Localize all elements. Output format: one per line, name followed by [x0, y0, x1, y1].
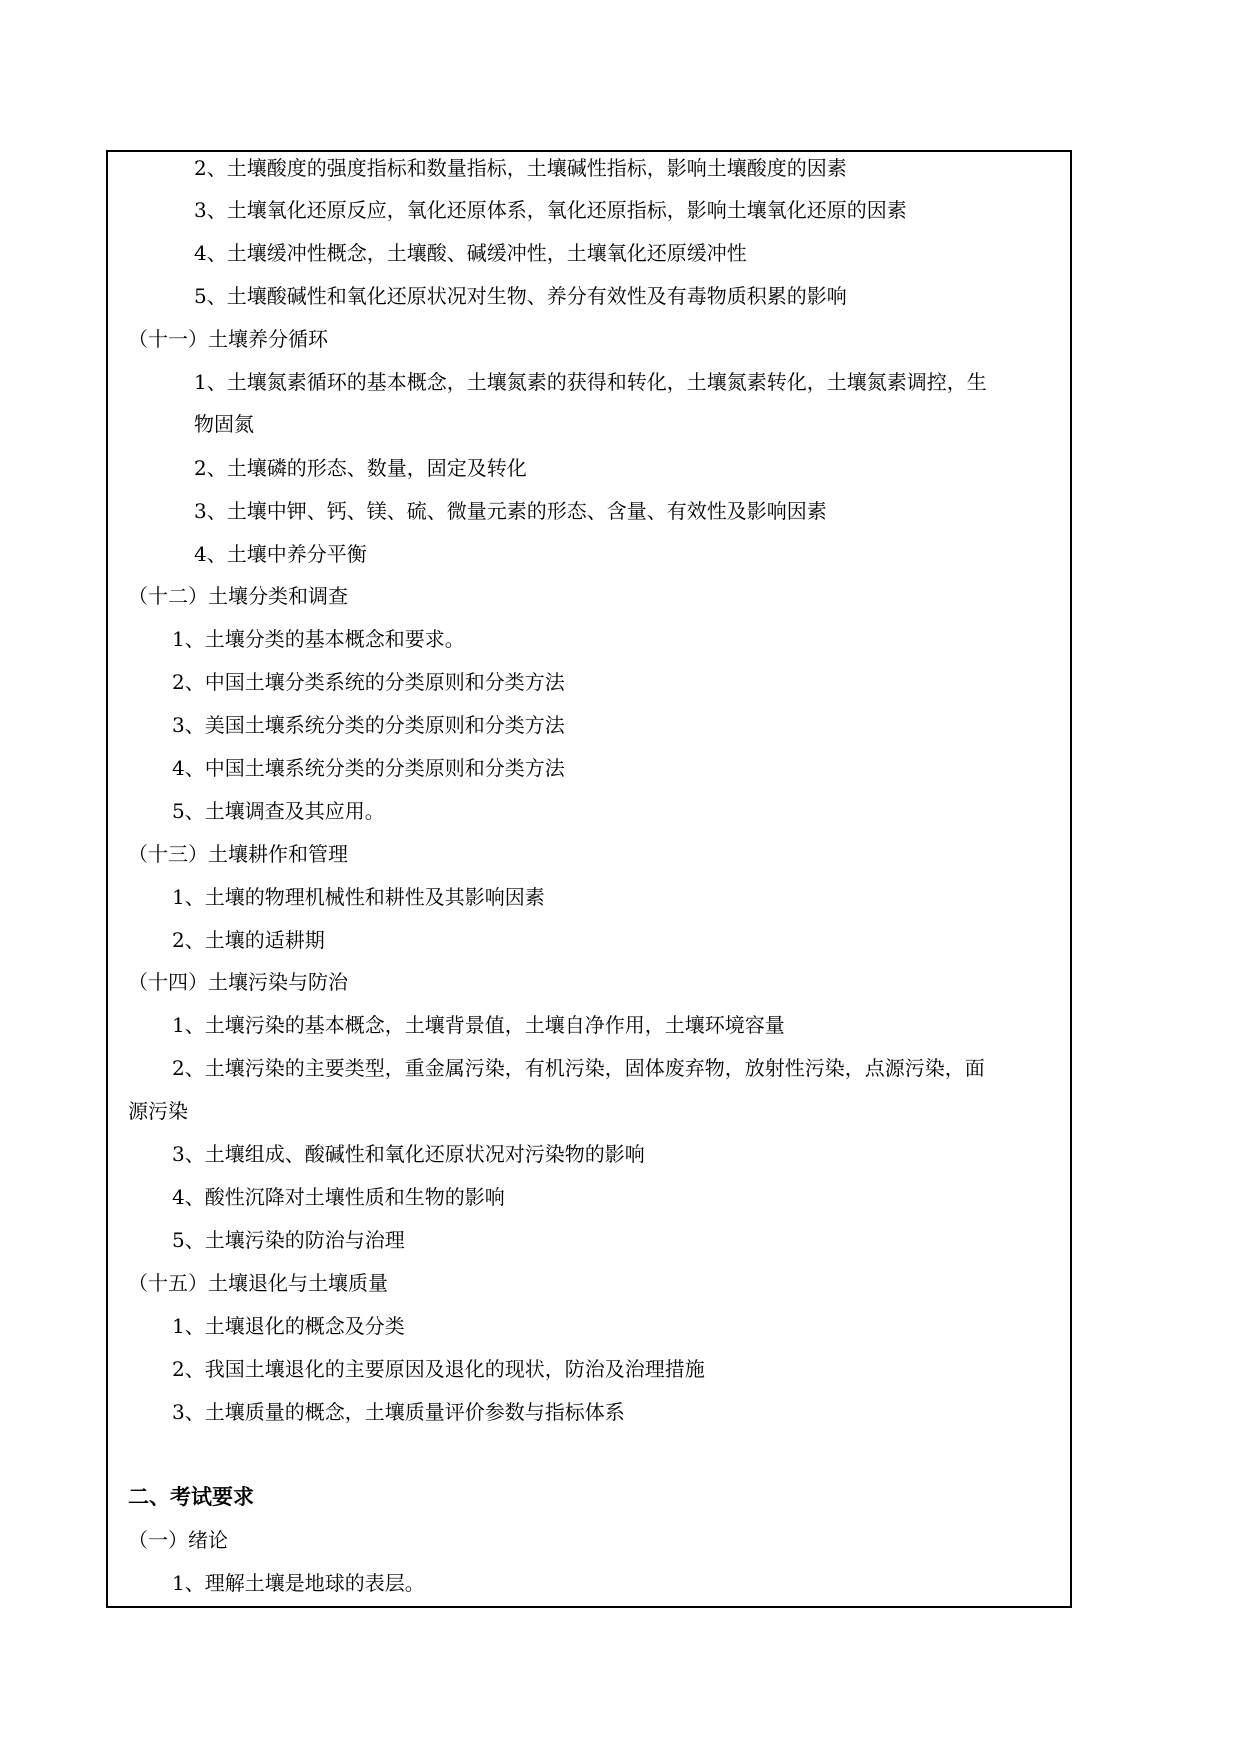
list-item: 2、土壤磷的形态、数量，固定及转化 — [194, 456, 527, 480]
list-item: 1、土壤退化的概念及分类 — [172, 1314, 405, 1338]
section-heading: （十四）土壤污染与防治 — [128, 970, 348, 994]
list-item: 2、中国土壤分类系统的分类原则和分类方法 — [172, 670, 565, 694]
section-heading: （十二）土壤分类和调查 — [128, 584, 348, 608]
list-item: 2、土壤的适耕期 — [172, 928, 325, 952]
list-item: 1、土壤氮素循环的基本概念，土壤氮素的获得和转化，土壤氮素转化，土壤氮素调控，生 — [194, 370, 987, 394]
list-item: 5、土壤调查及其应用。 — [172, 799, 385, 823]
list-item: 5、土壤污染的防治与治理 — [172, 1228, 405, 1252]
list-item: 3、土壤中钾、钙、镁、硫、微量元素的形态、含量、有效性及影响因素 — [194, 499, 827, 523]
list-item: 4、酸性沉降对土壤性质和生物的影响 — [172, 1185, 505, 1209]
list-item: 2、我国土壤退化的主要原因及退化的现状，防治及治理措施 — [172, 1357, 705, 1381]
list-item: 3、土壤组成、酸碱性和氧化还原状况对污染物的影响 — [172, 1142, 645, 1166]
list-item-continuation: 物固氮 — [194, 412, 254, 436]
list-item: 4、土壤中养分平衡 — [194, 542, 367, 566]
section-heading: （十三）土壤耕作和管理 — [128, 842, 348, 866]
list-item-continuation: 源污染 — [128, 1099, 188, 1123]
list-item: 1、土壤的物理机械性和耕性及其影响因素 — [172, 885, 545, 909]
list-item: 1、土壤污染的基本概念，土壤背景值，土壤自净作用，土壤环境容量 — [172, 1013, 785, 1037]
part-heading: 二、考试要求 — [128, 1484, 254, 1509]
list-item: 3、土壤质量的概念，土壤质量评价参数与指标体系 — [172, 1400, 625, 1424]
list-item: 3、土壤氧化还原反应，氧化还原体系，氧化还原指标，影响土壤氧化还原的因素 — [194, 198, 907, 222]
section-heading: （十一）土壤养分循环 — [128, 327, 328, 351]
list-item: 1、土壤分类的基本概念和要求。 — [172, 627, 465, 651]
section-heading: （十五）土壤退化与土壤质量 — [128, 1271, 388, 1295]
section-heading: （一）绪论 — [128, 1528, 228, 1552]
list-item: 4、中国土壤系统分类的分类原则和分类方法 — [172, 756, 565, 780]
list-item: 1、理解土壤是地球的表层。 — [172, 1571, 425, 1595]
list-item: 2、土壤酸度的强度指标和数量指标，土壤碱性指标，影响土壤酸度的因素 — [194, 156, 847, 180]
list-item: 3、美国土壤系统分类的分类原则和分类方法 — [172, 713, 565, 737]
list-item: 4、土壤缓冲性概念，土壤酸、碱缓冲性，土壤氧化还原缓冲性 — [194, 241, 747, 265]
list-item: 5、土壤酸碱性和氧化还原状况对生物、养分有效性及有毒物质积累的影响 — [194, 284, 847, 308]
list-item: 2、土壤污染的主要类型，重金属污染，有机污染，固体废弃物，放射性污染，点源污染，面 — [172, 1056, 985, 1080]
content-frame — [106, 150, 1072, 1608]
